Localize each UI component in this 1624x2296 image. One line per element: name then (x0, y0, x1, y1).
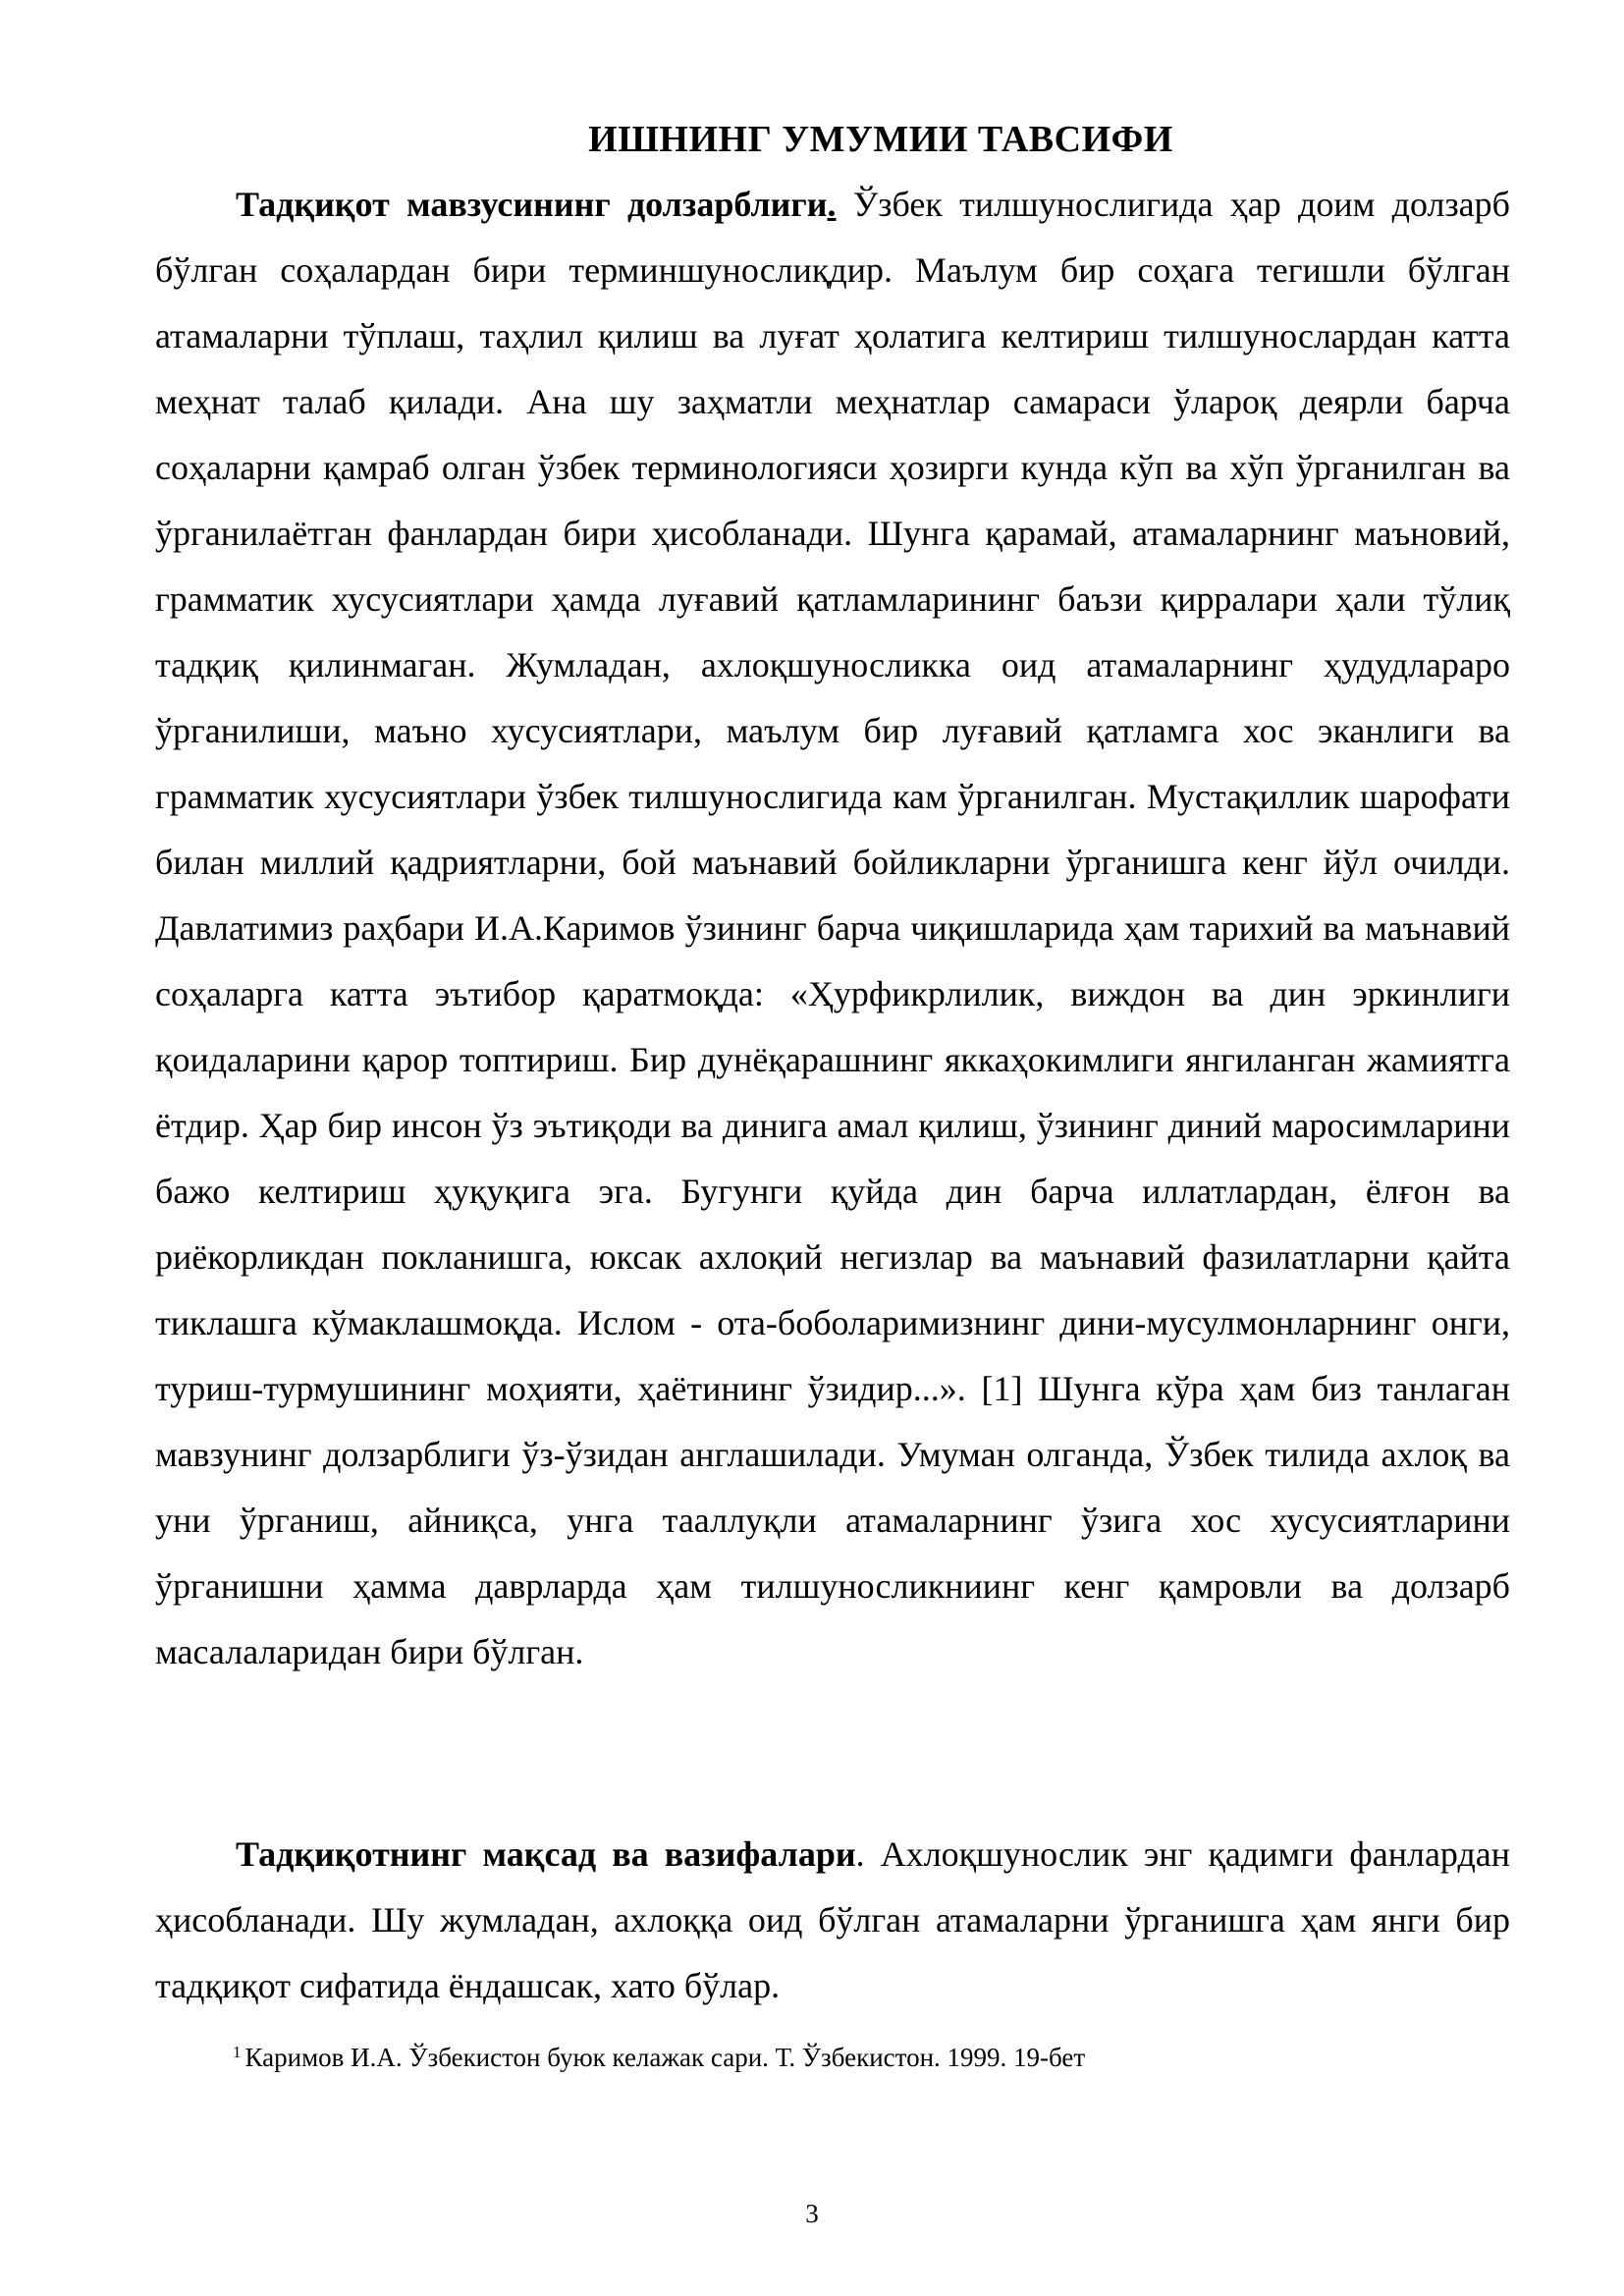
footnote-marker: 1 (233, 2043, 242, 2061)
footnote (233, 2033, 1085, 2077)
paragraph-lead-heading: Тадқиқотнинг мақсад ва вазифалари (236, 1834, 856, 1874)
paragraph-relevance (155, 172, 1510, 1685)
paragraph-body: . Ахлоқшунослик энг қадимги фанлардан ҳисобланади. Шу жумладан, ахлоққа оид бўлган атамаларни ўрганишга ҳам янги бир тадқиқот сифатида ёндашсак, хато бўлар. (155, 1834, 1511, 2005)
section-title: ИШНИНГ УМУМИИ ТАВСИФИ (588, 119, 1173, 160)
paragraph-lead-mark: . (827, 185, 837, 224)
paragraph-body: Ўзбек тилшунослигида ҳар доим долзарб бўлган соҳалардан бири терминшунослиқдир. Маълум бир соҳага тегишли бўлган атамаларни тўплаш, таҳлил қилиш ва луғат ҳолатига келтириш тилшунослардан катта меҳнат талаб қилади. Ана шу заҳматли меҳнатлар самараси ўлароқ деярли барча соҳаларни қамраб олган ўзбек терминологияси ҳозирги кунда кўп ва хўп ўрганилган ва ўрганилаётган фанлардан бири ҳисобланади. Шунга қарамай, атамаларнинг маъновий, грамматик хусусиятлари ҳамда луғавий қатламларининг баъзи қирралари ҳали тўлиқ тадқиқ қилинмаган. Жумладан, ахлоқшуносликка оид атамаларнинг ҳудудлараро ўрганилиши, маъно хусусиятлари, маълум бир луғавий қатламга хос эканлиги ва грамматик хусусиятлари ўзбек тилшунослигида кам ўрганилган. Мустақиллик шарофати билан миллий қадриятларни, бой маънавий бойликларни ўрганишга кенг йўл очилди. Давлатимиз раҳбари И.А.Каримов ўзининг барча чиқишларида ҳам тарихий ва маънавий соҳаларга катта эътибор қаратмоқда: «Ҳурфикрлилик, виждон ва дин эркинлиги қоидаларини қарор топтириш. Бир дунёқарашнинг яккаҳокимлиги янгиланган жамиятга ётдир. Ҳар бир инсон ўз эътиқоди ва динига амал қилиш, ўзининг диний маросимларини бажо келтириш ҳуқуқига эга. Бугунги қуйда дин барча иллатлардан, ёлғон ва риёкорликдан покланишга, юксак ахлоқий негизлар ва маънавий фазилатларни қайта тиклашга кўмаклашмоқда. Ислом - ота-боболаримизнинг дини-мусулмонларнинг онги, туриш-турмушининг моҳияти, ҳаётининг ўзидир...». [1] Шунга кўра ҳам биз танлаган мавзунинг долзарблиги ўз-ўзидан англашилади. Умуман олганда, Ўзбек тилида ахлоқ ва уни ўрганиш, айниқса, унга тааллуқли атамаларнинг ўзига хос хусусиятларини ўрганишни ҳамма даврларда ҳам тилшуносликниинг кенг қамровли ва долзарб масалаларидан бири бўлган. (155, 185, 1510, 1671)
paragraph-lead-heading: Тадқиқот мавзусининг долзарблиги (236, 185, 828, 224)
paragraph-goals (155, 1822, 1510, 2019)
page-number: 3 (805, 2199, 819, 2228)
footnote-text: Каримов И.А. Ўзбекистон буюк келажак сари. Т. Ўзбекистон. 1999. 19-бет (244, 2043, 1086, 2072)
